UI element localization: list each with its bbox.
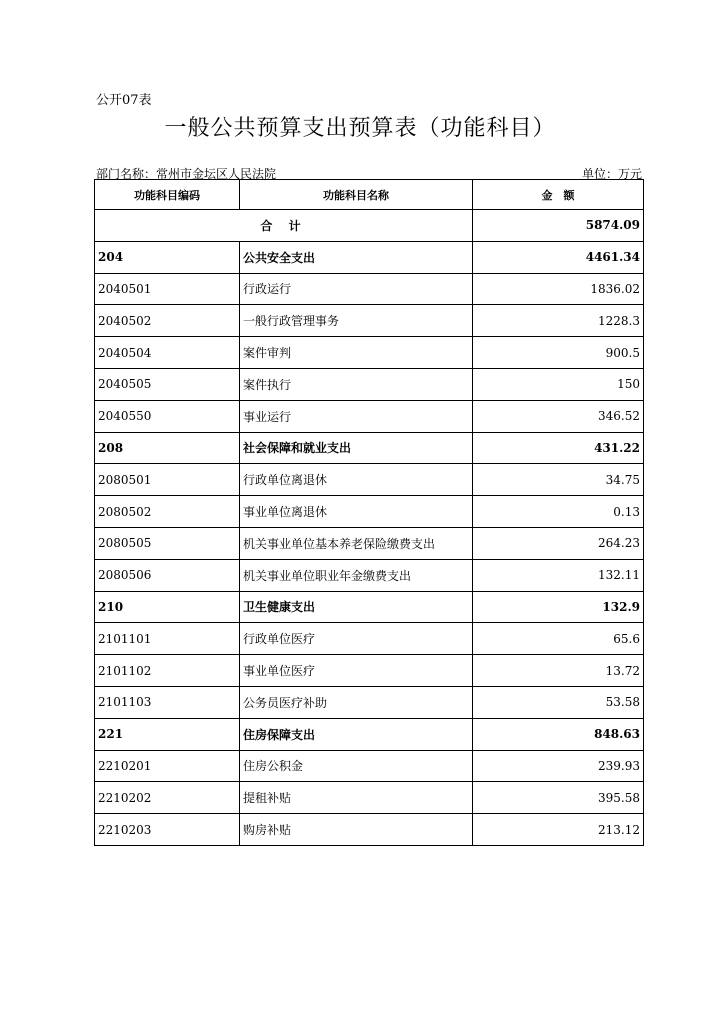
table-row	[95, 273, 644, 305]
cell-name: 社会保障和就业支出	[240, 432, 473, 464]
cell-code: 2101103	[95, 686, 240, 718]
cell-name: 行政单位医疗	[240, 623, 473, 655]
cell-code: 2040501	[95, 273, 240, 305]
cell-amount: 900.5	[473, 337, 644, 369]
cell-name: 提租补贴	[240, 782, 473, 814]
table-row	[95, 782, 644, 814]
cell-code: 2040502	[95, 305, 240, 337]
cell-amount: 346.52	[473, 400, 644, 432]
total-amount: 5874.09	[473, 210, 644, 242]
table-row	[95, 496, 644, 528]
cell-code: 2080506	[95, 559, 240, 591]
document-label: 公开07表	[96, 93, 152, 108]
cell-code: 2210202	[95, 782, 240, 814]
cell-amount: 132.9	[473, 591, 644, 623]
cell-name: 案件审判	[240, 337, 473, 369]
cell-amount: 65.6	[473, 623, 644, 655]
cell-name: 事业运行	[240, 400, 473, 432]
table-header-row	[95, 180, 644, 210]
table-row	[95, 750, 644, 782]
cell-code: 2101101	[95, 623, 240, 655]
page-title: 一般公共预算支出预算表（功能科目）	[164, 116, 556, 141]
cell-name: 机关事业单位职业年金缴费支出	[240, 559, 473, 591]
category-row	[95, 432, 644, 464]
cell-code: 204	[95, 241, 240, 273]
cell-amount: 132.11	[473, 559, 644, 591]
cell-code: 208	[95, 432, 240, 464]
cell-code: 2040550	[95, 400, 240, 432]
cell-amount: 1228.3	[473, 305, 644, 337]
cell-amount: 431.22	[473, 432, 644, 464]
cell-name: 卫生健康支出	[240, 591, 473, 623]
header-amount: 金 额	[473, 180, 644, 210]
cell-amount: 1836.02	[473, 273, 644, 305]
table-row	[95, 814, 644, 846]
cell-code: 2210203	[95, 814, 240, 846]
table-row	[95, 368, 644, 400]
header-code: 功能科目编码	[95, 180, 240, 210]
cell-name: 住房公积金	[240, 750, 473, 782]
cell-code: 2040504	[95, 337, 240, 369]
cell-name: 住房保障支出	[240, 718, 473, 750]
cell-amount: 213.12	[473, 814, 644, 846]
cell-amount: 264.23	[473, 527, 644, 559]
cell-name: 事业单位离退休	[240, 496, 473, 528]
cell-amount: 395.58	[473, 782, 644, 814]
cell-name: 行政运行	[240, 273, 473, 305]
cell-name: 一般行政管理事务	[240, 305, 473, 337]
cell-amount: 150	[473, 368, 644, 400]
table-row	[95, 464, 644, 496]
cell-name: 购房补贴	[240, 814, 473, 846]
table-row	[95, 305, 644, 337]
table-row	[95, 527, 644, 559]
cell-amount: 13.72	[473, 655, 644, 687]
total-row	[95, 210, 644, 242]
cell-amount: 0.13	[473, 496, 644, 528]
department-name: 部门名称：常州市金坛区人民法院	[96, 167, 277, 181]
header-name: 功能科目名称	[240, 180, 473, 210]
cell-name: 机关事业单位基本养老保险缴费支出	[240, 527, 473, 559]
cell-code: 2080505	[95, 527, 240, 559]
table-row	[95, 623, 644, 655]
cell-code: 2080501	[95, 464, 240, 496]
table-row	[95, 686, 644, 718]
cell-amount: 239.93	[473, 750, 644, 782]
table-row	[95, 400, 644, 432]
cell-name: 行政单位离退休	[240, 464, 473, 496]
budget-table	[94, 179, 644, 846]
cell-name: 公共安全支出	[240, 241, 473, 273]
table-row	[95, 655, 644, 687]
cell-code: 2210201	[95, 750, 240, 782]
cell-name: 事业单位医疗	[240, 655, 473, 687]
cell-amount: 34.75	[473, 464, 644, 496]
cell-name: 公务员医疗补助	[240, 686, 473, 718]
category-row	[95, 591, 644, 623]
cell-code: 2080502	[95, 496, 240, 528]
cell-amount: 53.58	[473, 686, 644, 718]
category-row	[95, 241, 644, 273]
cell-code: 210	[95, 591, 240, 623]
unit-label: 单位：万元	[581, 167, 642, 181]
total-label: 合 计	[95, 210, 473, 242]
category-row	[95, 718, 644, 750]
cell-code: 2101102	[95, 655, 240, 687]
table-row	[95, 337, 644, 369]
cell-name: 案件执行	[240, 368, 473, 400]
cell-amount: 848.63	[473, 718, 644, 750]
table-row	[95, 559, 644, 591]
cell-code: 221	[95, 718, 240, 750]
cell-code: 2040505	[95, 368, 240, 400]
cell-amount: 4461.34	[473, 241, 644, 273]
